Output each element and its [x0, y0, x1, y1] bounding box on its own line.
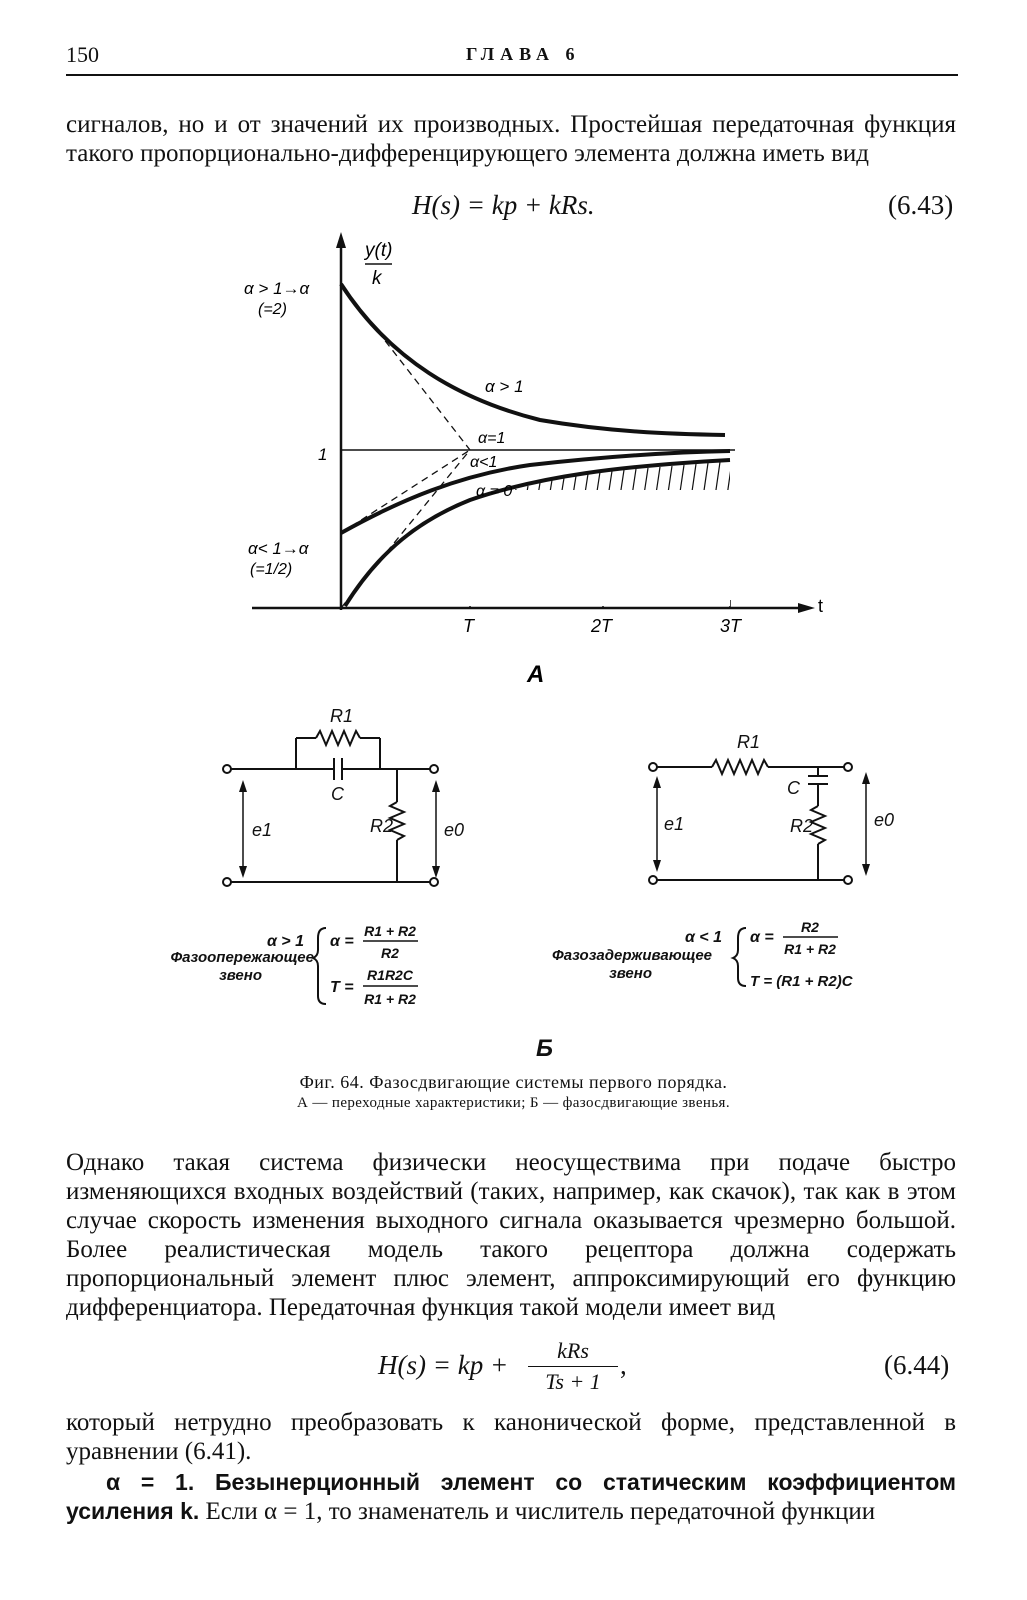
paragraph-1: сигналов, но и от значений их производных. Простейшая передаточная функция такого пропорционально-дифференцирующего элемента должна иметь вид [66, 111, 956, 167]
label-e-out-left: e0 [444, 820, 465, 840]
paragraph-2: Однако такая система физически неосуществима при подаче быстро изменяющихся входных воздействий (таких, например, как скачок), так как в этом случае скорость изменения выходного сигнала оказывается чрезмерно большой. Более реалистическая модель такого рецептора должна содержать пропорциональный элемент плюс элемент, аппроксимирующий его функцию дифференциатора. Передаточная функция такой модели имеет вид [66, 1149, 956, 1321]
label-e-in-right: e1 [664, 814, 685, 834]
paragraph-3: который нетрудно преобразовать к канонической форме, представленной в уравнении (6.41). [66, 1409, 956, 1465]
label-r2-right: R2 [790, 816, 814, 836]
terminal-in-top-left [223, 765, 231, 773]
equation-6-44-numerator: kRs [528, 1338, 618, 1367]
lead-name-line1: Фазоопережающее [170, 949, 314, 966]
label-r1-left: R1 [330, 706, 354, 726]
label-alpha-lt-start: α< 1→α [248, 539, 309, 558]
label-e-out-right: e0 [874, 810, 895, 830]
terminal-out-bottom-left [430, 878, 438, 886]
label-alpha-lt-value: (=1/2) [250, 561, 293, 578]
lag-alpha-lhs: α = [750, 929, 774, 946]
curve-label-alpha-eq-1: α=1 [478, 430, 506, 447]
label-alpha-gt-start: α > 1→α [244, 279, 310, 298]
label-c-left: C [331, 784, 344, 804]
equation-6-44-denominator: Ts + 1 [545, 1369, 601, 1394]
section-heading-alpha-1: α = 1. Безынерционный элемент со статическим коэффициентом усиления k. [66, 1469, 956, 1524]
equation-6-43-number: (6.43) [888, 190, 954, 220]
panel-a-graph [244, 232, 823, 688]
label-r2-left: R2 [370, 816, 394, 836]
lead-T-den: R1 + R2 [364, 991, 416, 1007]
caption-line-2: А — переходные характеристики; Б — фазосдвигающие звенья. [296, 1095, 731, 1111]
lag-brace [733, 928, 746, 986]
label-c-right: C [787, 778, 800, 798]
lag-alpha-num: R2 [801, 919, 819, 935]
lead-network-circuit [223, 731, 440, 886]
label-r1-right: R1 [737, 732, 761, 752]
lead-alpha-lhs: α = [330, 933, 354, 950]
equation-6-44-comma: , [620, 1350, 627, 1380]
y-axis-arrow [336, 232, 346, 248]
terminal-out-top-right [844, 763, 852, 771]
lead-name-line2: звено [219, 967, 262, 984]
lag-name-line1: Фазозадерживающее [552, 947, 712, 964]
terminal-out-top-left [430, 765, 438, 773]
lead-T-num: R1R2C [367, 967, 413, 983]
lead-alpha-den: R2 [381, 945, 399, 961]
lead-condition: α > 1 [266, 933, 304, 950]
terminal-in-bottom-right [649, 876, 657, 884]
terminal-out-bottom-right [844, 876, 852, 884]
resistor-r1-right [712, 760, 768, 774]
curve-alpha-gt-1 [341, 284, 725, 435]
equation-6-44-fraction [528, 1338, 618, 1395]
panel-b-label: Б [536, 1035, 553, 1062]
terminal-in-bottom-left [223, 878, 231, 886]
lead-alpha-num: R1 + R2 [364, 923, 416, 939]
paragraph-4 [66, 1468, 956, 1526]
lag-T-expr: T = (R1 + R2)C [750, 973, 853, 990]
equation-6-44-lhs: H(s) = kp + [378, 1350, 509, 1380]
x-tick-label-3T: 3T [720, 616, 742, 636]
resistor-r2-right [811, 806, 825, 844]
lag-name-line2: звено [609, 965, 652, 982]
x-axis-label: t [818, 596, 824, 616]
hatched-region [330, 461, 750, 620]
resistor-r1-left [316, 731, 360, 745]
caption-line-1: Фиг. 64. Фазосдвигающие системы первого порядка. [299, 1072, 728, 1092]
y-label-top: y(t) [365, 240, 393, 261]
chapter-title: ГЛАВА 6 [466, 44, 581, 64]
lag-network-formulas [552, 919, 854, 990]
page-number: 150 [66, 42, 99, 67]
equation-6-44-number: (6.44) [884, 1350, 950, 1380]
label-alpha-gt-value: (=2) [258, 301, 287, 318]
x-tick-label-2T: 2T [591, 616, 613, 636]
figure-caption [0, 1072, 1027, 1112]
equation-6-44 [0, 1338, 1027, 1402]
label-e-in-left: e1 [252, 820, 273, 840]
curve-label-alpha-lt-1: α<1 [470, 454, 498, 471]
y-tick-1: 1 [318, 445, 328, 464]
curve-label-alpha-0: α = 0 [476, 483, 513, 500]
x-tick-label-T: T [463, 616, 474, 636]
equation-6-43-formula: H(s) = kp + kRs. [412, 190, 595, 220]
x-axis-arrow [798, 603, 815, 613]
panel-a-label: А [527, 661, 545, 688]
lead-brace [313, 928, 326, 1004]
lag-condition: α < 1 [684, 929, 722, 946]
lead-T-lhs: T = [330, 979, 354, 996]
terminal-in-top-right [649, 763, 657, 771]
y-label-bottom: k [372, 268, 382, 289]
lag-alpha-den: R1 + R2 [784, 941, 836, 957]
lead-network-formulas [170, 923, 418, 1007]
curve-label-alpha-gt-1: α > 1 [485, 377, 524, 396]
paragraph-4-text: Если α = 1, то знаменатель и числитель передаточной функции [205, 1498, 876, 1525]
